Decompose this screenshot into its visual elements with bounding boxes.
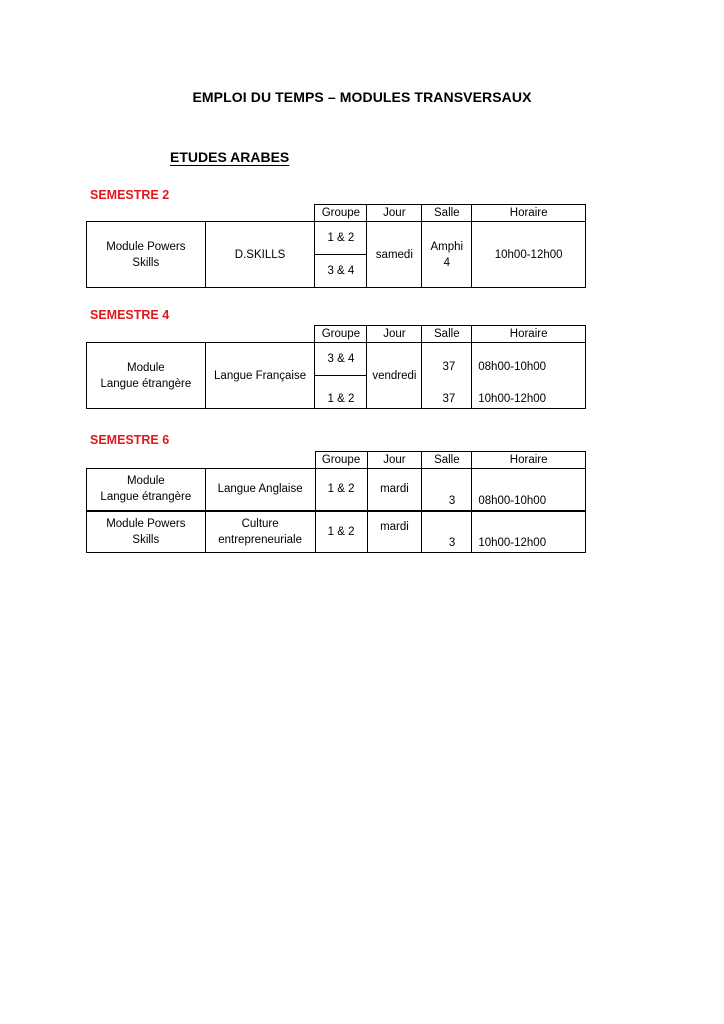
module-cell (87, 343, 206, 409)
header-blank (87, 326, 315, 343)
page-title: EMPLOI DU TEMPS – MODULES TRANSVERSAUX (192, 89, 532, 105)
matiere-cell: Langue Française (205, 343, 315, 409)
matiere-cell (205, 511, 315, 553)
semester-4-label: SEMESTRE 4 (90, 308, 170, 322)
table-row (87, 343, 586, 376)
header-horaire: Horaire (472, 452, 586, 469)
salle-cell: 37 (422, 376, 472, 409)
header-groupe: Groupe (315, 326, 367, 343)
header-jour: Jour (367, 452, 422, 469)
matiere-cell: Langue Anglaise (205, 469, 315, 511)
module-line-2: Skills (132, 256, 160, 269)
table-row (87, 222, 586, 255)
header-blank (87, 452, 316, 469)
semester-6-table (86, 451, 586, 553)
groupe-cell: 3 & 4 (315, 255, 367, 288)
matiere-cell: D.SKILLS (205, 222, 315, 288)
salle-cell: 37 (422, 343, 472, 376)
jour-cell: mardi (367, 511, 422, 553)
module-line-2: Langue étrangère (100, 377, 192, 390)
table-row (87, 469, 586, 511)
groupe-cell: 1 & 2 (315, 222, 367, 255)
table-header-row (87, 452, 586, 469)
horaire-cell: 08h00-10h00 (472, 343, 586, 376)
module-line-2: Skills (132, 533, 160, 546)
module-cell (87, 222, 206, 288)
module-line-1: Module (126, 361, 165, 374)
horaire-cell: 10h00-12h00 (472, 376, 586, 409)
header-salle: Salle (422, 205, 472, 222)
matiere-line-1: Culture (241, 517, 279, 530)
header-jour: Jour (367, 326, 422, 343)
header-salle: Salle (422, 326, 472, 343)
salle-line-2: 4 (443, 256, 450, 269)
salle-cell (422, 222, 472, 288)
semester-2-label: SEMESTRE 2 (90, 188, 170, 202)
table-row (87, 511, 586, 553)
module-line-2: Langue étrangère (100, 491, 192, 504)
header-salle: Salle (422, 452, 472, 469)
module-cell (87, 469, 206, 511)
salle-cell: 3 (422, 469, 472, 511)
header-groupe: Groupe (315, 452, 367, 469)
salle-line-1: Amphi (430, 240, 464, 253)
groupe-cell: 1 & 2 (315, 511, 367, 553)
jour-cell: mardi (367, 469, 422, 511)
module-line-1: Module (126, 475, 165, 488)
module-line-1: Module Powers (106, 240, 186, 253)
semester-6-label: SEMESTRE 6 (90, 433, 170, 447)
module-cell (87, 511, 206, 553)
jour-cell: samedi (367, 222, 422, 288)
salle-cell: 3 (422, 511, 472, 553)
header-horaire: Horaire (472, 205, 586, 222)
header-jour: Jour (367, 205, 422, 222)
section-subtitle: ETUDES ARABES (170, 149, 290, 165)
jour-cell: vendredi (367, 343, 422, 409)
groupe-cell: 1 & 2 (315, 376, 367, 409)
groupe-cell: 3 & 4 (315, 343, 367, 376)
semester-4-table (86, 325, 586, 409)
header-horaire: Horaire (472, 326, 586, 343)
header-groupe: Groupe (315, 205, 367, 222)
header-blank (87, 205, 315, 222)
matiere-line-2: entrepreneuriale (218, 533, 302, 546)
module-line-1: Module Powers (106, 517, 186, 530)
horaire-cell: 10h00-12h00 (472, 511, 586, 553)
table-header-row (87, 326, 586, 343)
groupe-cell: 1 & 2 (315, 469, 367, 511)
semester-2-table (86, 204, 586, 288)
horaire-cell: 10h00-12h00 (472, 222, 586, 288)
horaire-cell: 08h00-10h00 (472, 469, 586, 511)
table-header-row (87, 205, 586, 222)
